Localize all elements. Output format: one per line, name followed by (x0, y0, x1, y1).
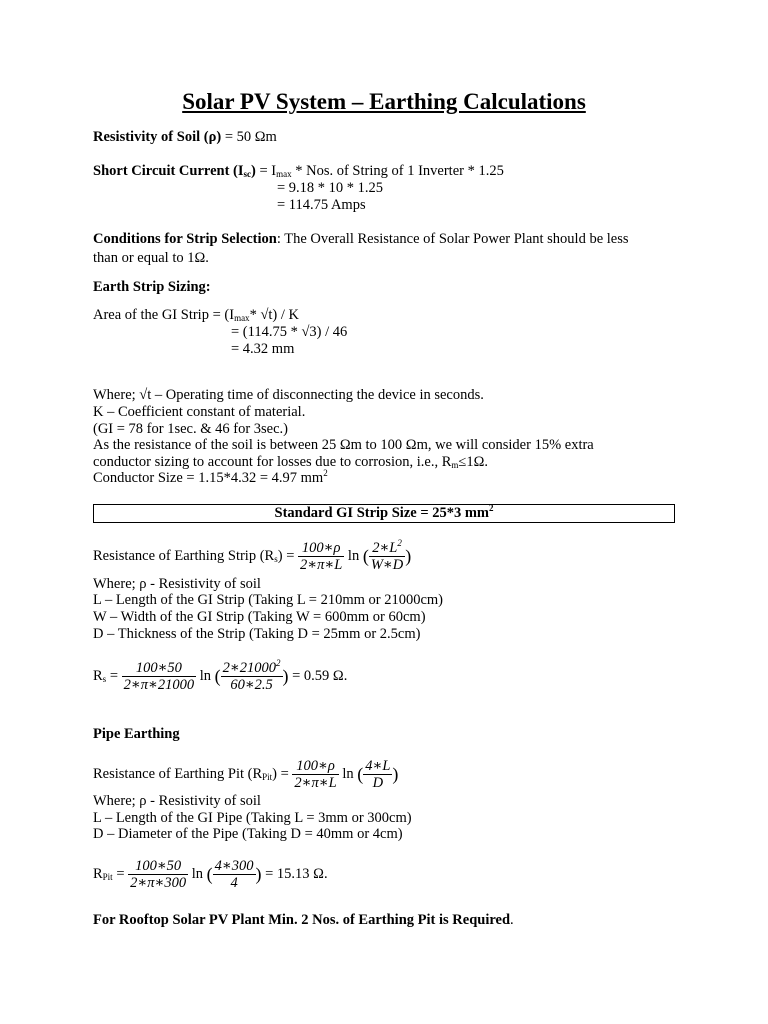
area-step-1: = (114.75 * √3) / 46 (231, 324, 348, 340)
note-operating-time: Where; √t – Operating time of disconnecting the device in seconds. (93, 387, 484, 403)
note-soil-resistance: As the resistance of the soil is between 25 Ωm to 100 Ωm, we will consider 15% extra (93, 437, 594, 453)
page-title: Solar PV System – Earthing Calculations (182, 89, 586, 114)
note-coefficient: K – Coefficient constant of material. (93, 404, 306, 420)
resistivity-label: Resistivity of Soil (ρ) (93, 129, 222, 145)
conductor-size: Conductor Size = 1.15*4.32 = 4.97 $mm^2$ (93, 468, 328, 486)
pipe-diameter-def: D – Diameter of the Pipe (Taking D = 40mm or 4cm) (93, 826, 403, 842)
conditions-line-1: Conditions for Strip Selection: The Overall Resistance of Solar Power Plant should be less (93, 231, 629, 247)
strip-fraction-1: $\frac{100∗\rho}{2∗\pi∗L}$ (300, 540, 343, 573)
pit-fraction-1: $\frac{100∗\rho}{2∗\pi∗L}$ (294, 758, 337, 791)
pipe-where: Where; ρ - Resistivity of soil (93, 793, 261, 809)
strip-calculation: $R_s$ = $\frac{100∗50}{2∗\pi∗21000}$ ln ( $\frac{2∗21000^2}{60∗2.5}$ ) = 0.59 Ω. (93, 658, 348, 693)
standard-strip-size-box: Standard GI Strip Size = 25*3 $mm^2$ (93, 504, 675, 523)
strip-fraction-2: $\frac{2∗L^2}{W∗D}$ (370, 538, 404, 573)
area-step-2: = 4.32 mm (231, 341, 295, 357)
strip-result: = 0.59 Ω. (288, 667, 348, 684)
note-corrosion: conductor sizing to account for losses due to corrosion, i.e., $R_m\le 1\Omega$. (93, 454, 489, 470)
conditions-label: Conditions for Strip Selection (93, 231, 277, 247)
note-gi-values: (GI = 78 for 1sec. & 46 for 3sec.) (93, 421, 289, 437)
pit-resistance-formula: Resistance of Earthing Pit $(R_{Pit})$ = $\frac{100∗\rho}{2∗\pi∗L}$ ln ( $\frac{4∗L}{D}$ ) (93, 758, 399, 791)
short-circuit-line: Short Circuit Current $(I_{sc}) = I_{max}$ * Nos. of String of 1 Inverter * 1.25 (93, 163, 504, 179)
conclusion: For Rooftop Solar PV Plant Min. 2 Nos. of Earthing Pit is Required. (93, 912, 514, 928)
pit-fraction-2: $\frac{4∗L}{D}$ (365, 758, 391, 791)
strip-calc-fraction-1: $\frac{100∗50}{2∗\pi∗21000}$ (123, 660, 195, 693)
resistivity-value: = 50 Ωm (221, 129, 277, 145)
strip-thickness-def: D – Thickness of the Strip (Taking D = 25mm or 2.5cm) (93, 626, 421, 642)
resistivity-line (93, 129, 277, 146)
strip-length-def: L – Length of the GI Strip (Taking L = 210mm or 21000cm) (93, 592, 443, 608)
short-circuit-step-1: = 9.18 * 10 * 1.25 (277, 180, 384, 196)
strip-calc-fraction-2: $\frac{2∗21000^2}{60∗2.5}$ (222, 658, 281, 693)
pit-result: = 15.13 Ω. (261, 865, 328, 882)
pit-calc-fraction-1: $\frac{100∗50}{2∗\pi∗300}$ (130, 858, 187, 891)
pipe-length-def: L – Length of the GI Pipe (Taking L = 3mm or 300cm) (93, 810, 412, 826)
short-circuit-label: Short Circuit Current $(I_{sc})$ (93, 163, 256, 179)
strip-resistance-formula: Resistance of Earthing Strip $(R_s)$ = $\frac{100∗\rho}{2∗\pi∗L}$ ln ( $\frac{2∗L^2}{W∗D}$ ) (93, 538, 412, 573)
pit-calc-fraction-2: $\frac{4∗300}{4}$ (214, 858, 254, 891)
short-circuit-step-2: = 114.75 Amps (277, 197, 366, 213)
pit-calculation: $R_{Pit}$ = $\frac{100∗50}{2∗\pi∗300}$ ln ( $\frac{4∗300}{4}$ ) = 15.13 Ω. (93, 858, 328, 891)
earth-strip-heading: Earth Strip Sizing: (93, 279, 211, 295)
strip-width-def: W – Width of the GI Strip (Taking W = 600mm or 60cm) (93, 609, 426, 625)
conditions-line-2: than or equal to 1Ω. (93, 250, 209, 266)
pipe-earthing-heading: Pipe Earthing (93, 726, 180, 742)
area-formula: Area of the GI Strip = ($I_{max}*$ √t) / K (93, 307, 300, 323)
strip-where: Where; ρ - Resistivity of soil (93, 576, 261, 592)
